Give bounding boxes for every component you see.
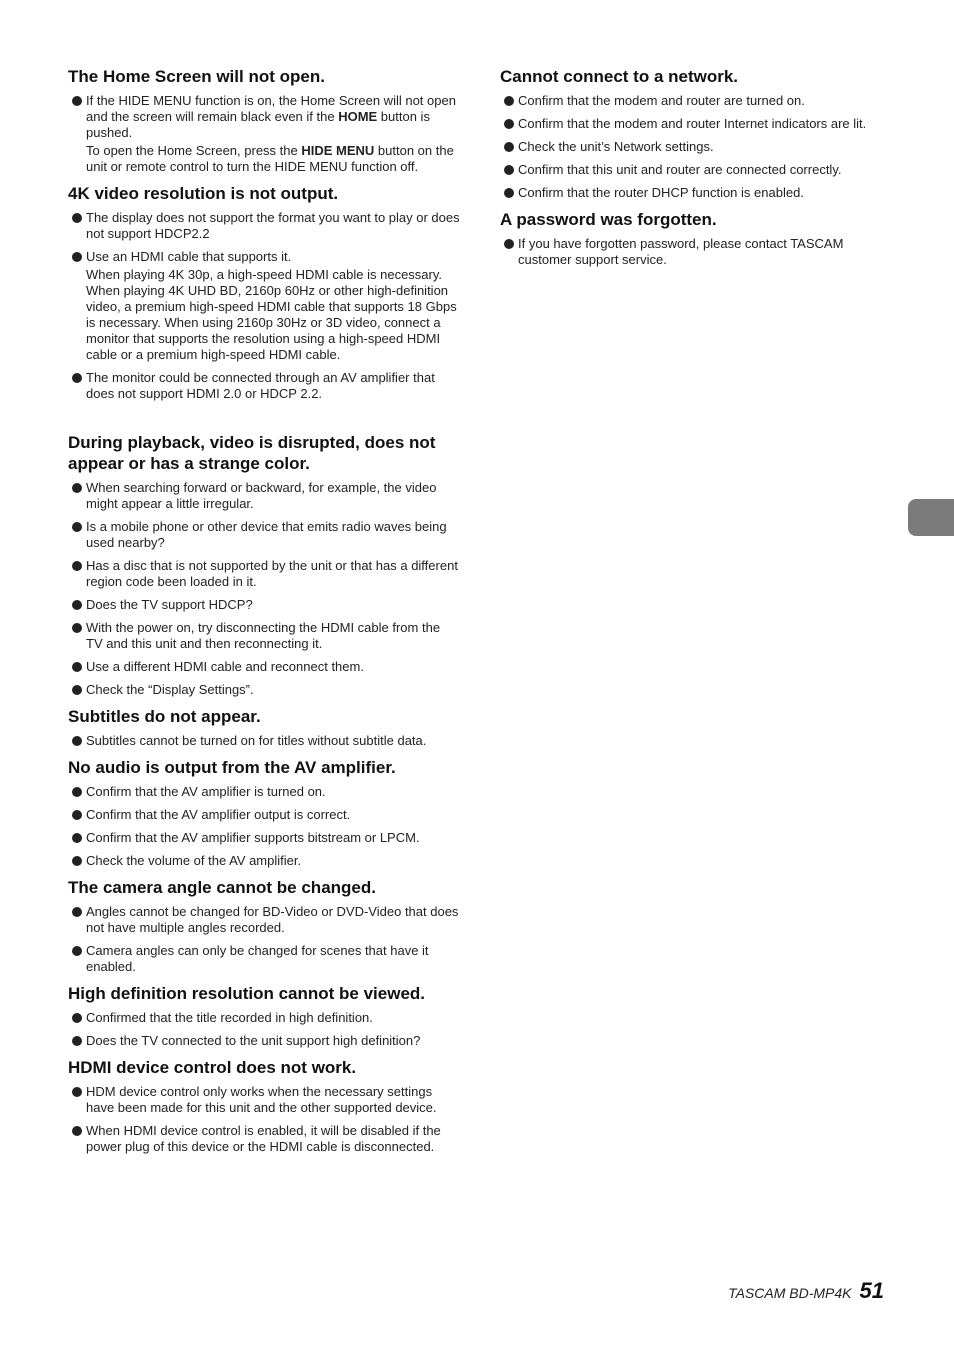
bullet-icon [72,907,82,917]
list-item [68,249,460,363]
text-segment: Camera angles can only be changed for scenes that have it enabled. [86,943,429,974]
item-paragraph [86,370,460,402]
section-heading: The Home Screen will not open. [68,67,325,86]
list-item [500,139,880,155]
text-segment: Check the volume of the AV amplifier. [86,853,302,868]
item-paragraph [86,1010,460,1026]
list-item [68,519,460,551]
section-heading: 4K video resolution is not output. [68,184,339,203]
bullet-list [500,236,880,268]
bullet-icon [72,736,82,746]
list-item [500,116,880,132]
text-segment: Confirmed that the title recorded in high definition. [86,1010,373,1025]
troubleshooting-section [68,432,460,698]
item-paragraph [86,267,460,363]
text-segment: The display does not support the format you want to play or does not support HDCP2.2 [86,210,460,241]
section-heading: High definition resolution cannot be viewed. [68,984,426,1003]
list-item [68,1033,460,1049]
text-segment: When searching forward or backward, for example, the video might appear a little irregular. [86,480,437,511]
bullet-list [68,93,460,175]
bullet-icon [72,213,82,223]
item-paragraph [86,853,460,869]
bullet-icon [72,662,82,672]
section-heading: HDMI device control does not work. [68,1058,357,1077]
text-segment: If the HIDE MENU function is on, the Home Screen will not open and the screen will remain black even if the [86,93,456,124]
text-segment: Angles cannot be changed for BD-Video or DVD-Video that does not have multiple angles recorded. [86,904,459,935]
item-paragraph [86,1123,460,1155]
list-item [500,185,880,201]
bullet-list [68,733,460,749]
item-paragraph [86,558,460,590]
bullet-list [68,1084,460,1155]
text-segment: Subtitles cannot be turned on for titles without subtitle data. [86,733,427,748]
bullet-icon [72,787,82,797]
list-item [68,807,460,823]
item-paragraph [86,143,460,175]
item-paragraph [86,784,460,800]
troubleshooting-section [68,983,460,1049]
bullet-icon [72,373,82,383]
section-spacer [68,410,460,432]
list-item [68,210,460,242]
item-paragraph [86,659,460,675]
right-column [500,66,880,276]
troubleshooting-section [68,706,460,749]
text-segment: Does the TV connected to the unit support high definition? [86,1033,421,1048]
list-item [68,943,460,975]
item-paragraph [86,807,460,823]
list-item [500,236,880,268]
text-segment: If you have forgotten password, please contact TASCAM customer support service. [518,236,844,267]
text-segment: Is a mobile phone or other device that emits radio waves being used nearby? [86,519,447,550]
bullet-icon [72,1087,82,1097]
footer-model-name: TASCAM BD-MP4K [728,1285,852,1301]
text-segment: Confirm that the AV amplifier output is correct. [86,807,351,822]
bullet-icon [504,239,514,249]
page-footer [728,1278,884,1304]
section-heading: During playback, video is disrupted, does not appear or has a strange color. [68,433,436,473]
item-paragraph [518,185,880,201]
bullet-icon [72,623,82,633]
bullet-icon [72,600,82,610]
text-segment: Confirm that the AV amplifier supports bitstream or LPCM. [86,830,420,845]
item-paragraph [86,620,460,652]
text-segment: Check the “Display Settings”. [86,682,254,697]
list-item [68,480,460,512]
list-item [68,733,460,749]
troubleshooting-section [68,877,460,975]
list-item [68,682,460,698]
item-paragraph [86,904,460,936]
bullet-icon [72,810,82,820]
text-segment: Confirm that the modem and router Internet indicators are lit. [518,116,867,131]
item-paragraph [86,830,460,846]
list-item [68,558,460,590]
item-paragraph [86,597,460,613]
list-item [68,784,460,800]
list-item [68,1123,460,1155]
list-item [68,1010,460,1026]
list-item [68,597,460,613]
item-paragraph [86,93,460,141]
item-paragraph [86,682,460,698]
text-segment: With the power on, try disconnecting the HDMI cable from the TV and this unit and then reconnecting it. [86,620,441,651]
text-segment: Use an HDMI cable that supports it. [86,249,292,264]
text-segment: Does the TV support HDCP? [86,597,253,612]
bullet-icon [72,833,82,843]
bullet-icon [72,1126,82,1136]
list-item [68,830,460,846]
troubleshooting-section [68,1057,460,1155]
section-heading: The camera angle cannot be changed. [68,878,376,897]
item-paragraph [86,1084,460,1116]
button-name: HOME [338,109,378,124]
troubleshooting-section [500,66,880,201]
troubleshooting-section [68,183,460,402]
bullet-icon [504,165,514,175]
text-segment: Confirm that the router DHCP function is enabled. [518,185,804,200]
list-item [68,93,460,175]
bullet-icon [72,96,82,106]
text-segment: When playing 4K 30p, a high-speed HDMI cable is necessary. When playing 4K UHD BD, 2160p 60Hz or other high-definition video, a premium high-speed HDMI cable that supports 18 Gbps is necessary. When using 2160p 30Hz or 3D video, connect a monitor that supports the resolution using a high-speed HDMI cable or a premium high-speed HDMI cable. [86,267,457,362]
page-number: 51 [859,1278,884,1303]
bullet-icon [72,1013,82,1023]
bullet-icon [72,685,82,695]
text-segment: To open the Home Screen, press the [86,143,302,158]
text-segment: Confirm that this unit and router are connected correctly. [518,162,842,177]
text-segment: Use a different HDMI cable and reconnect them. [86,659,364,674]
text-segment: The monitor could be connected through an AV amplifier that does not support HDMI 2.0 or HDCP 2.2. [86,370,435,401]
list-item [500,162,880,178]
bullet-icon [72,561,82,571]
list-item [500,93,880,109]
bullet-icon [72,1036,82,1046]
section-heading: Cannot connect to a network. [500,67,739,86]
text-segment: button on the unit or remote control to turn the HIDE MENU function off. [86,143,454,174]
text-segment: When HDMI device control is enabled, it will be disabled if the power plug of this device or the HDMI cable is disconnected. [86,1123,441,1154]
text-segment: Confirm that the modem and router are turned on. [518,93,805,108]
troubleshooting-section [68,66,460,175]
text-segment: HDM device control only works when the necessary settings have been made for this unit and the other supported device. [86,1084,437,1115]
chapter-tab [908,499,954,536]
bullet-icon [504,188,514,198]
bullet-list [68,904,460,975]
item-paragraph [518,139,880,155]
item-paragraph [86,480,460,512]
bullet-list [68,1010,460,1049]
bullet-icon [72,522,82,532]
bullet-list [68,210,460,402]
list-item [68,659,460,675]
text-segment: button is pushed. [86,109,430,140]
bullet-icon [72,252,82,262]
list-item [68,1084,460,1116]
item-paragraph [518,236,880,268]
bullet-icon [72,946,82,956]
bullet-list [68,480,460,698]
item-paragraph [518,93,880,109]
item-paragraph [86,733,460,749]
item-paragraph [518,116,880,132]
item-paragraph [518,162,880,178]
list-item [68,853,460,869]
left-column [68,66,460,1163]
bullet-icon [72,483,82,493]
bullet-icon [504,142,514,152]
bullet-list [68,784,460,869]
list-item [68,370,460,402]
item-paragraph [86,210,460,242]
troubleshooting-section [500,209,880,268]
text-segment: Confirm that the AV amplifier is turned on. [86,784,326,799]
item-paragraph [86,943,460,975]
list-item [68,620,460,652]
troubleshooting-section [68,757,460,869]
list-item [68,904,460,936]
item-paragraph [86,249,460,265]
bullet-list [500,93,880,201]
bullet-icon [72,856,82,866]
text-segment: Check the unit’s Network settings. [518,139,714,154]
section-heading: Subtitles do not appear. [68,707,261,726]
bullet-icon [504,96,514,106]
button-name: HIDE MENU [301,143,375,158]
item-paragraph [86,519,460,551]
item-paragraph [86,1033,460,1049]
section-heading: No audio is output from the AV amplifier. [68,758,396,777]
text-segment: Has a disc that is not supported by the unit or that has a different region code been loaded in it. [86,558,458,589]
bullet-icon [504,119,514,129]
section-heading: A password was forgotten. [500,210,717,229]
